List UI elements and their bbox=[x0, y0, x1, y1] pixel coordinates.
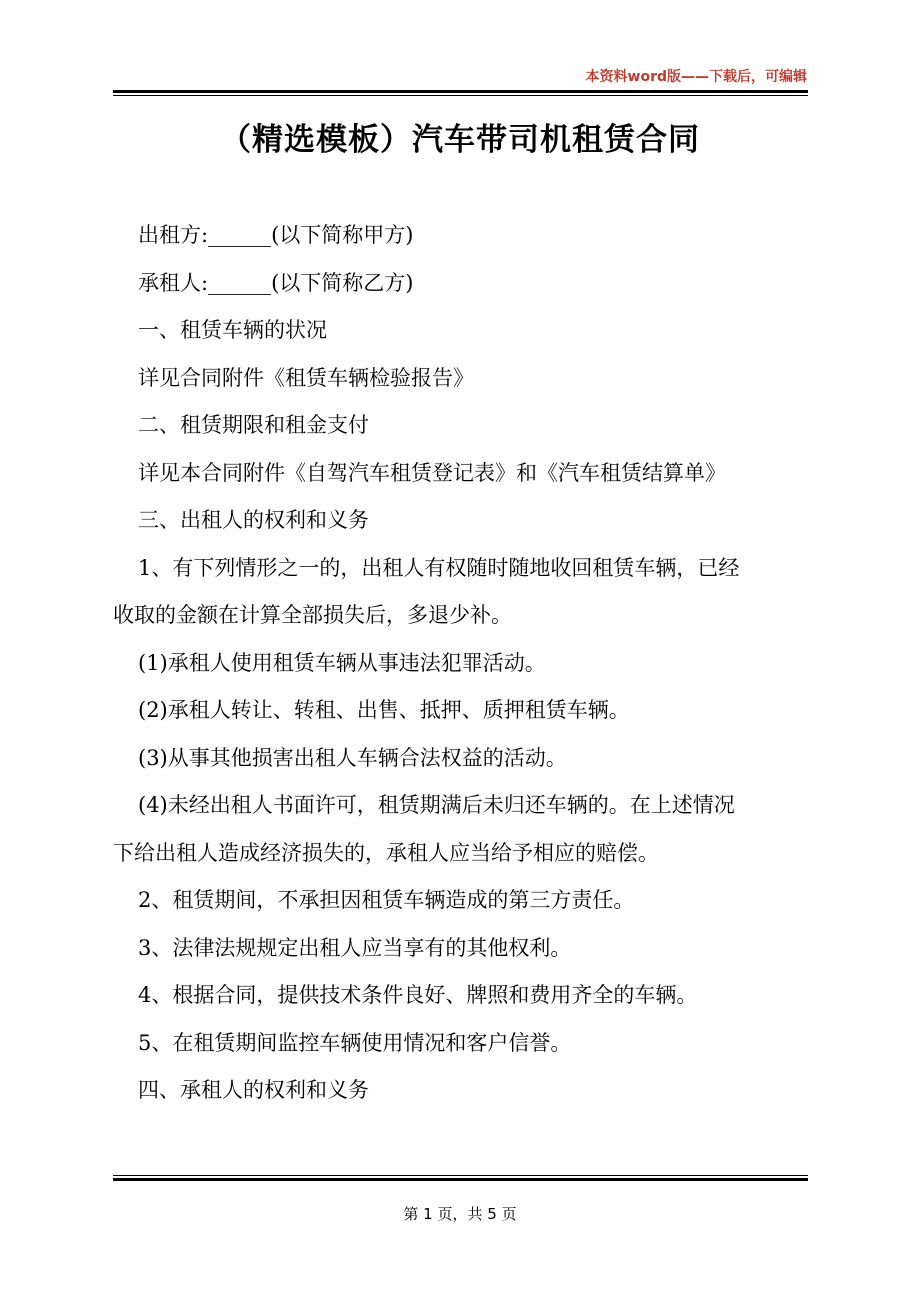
page-number: 第 1 页，共 5 页 bbox=[403, 1205, 517, 1223]
section-heading-4: 四、承租人的权利和义务 bbox=[138, 1078, 369, 1102]
section-heading-3: 三、出租人的权利和义务 bbox=[138, 508, 369, 532]
paragraph-line: (4)未经出租人书面许可，租赁期满后未归还车辆的。在上述情况 bbox=[138, 793, 735, 817]
paragraph: 详见本合同附件《自驾汽车租赁登记表》和《汽车租赁结算单》 bbox=[138, 460, 726, 485]
document-body bbox=[113, 212, 808, 1115]
document-title: （精选模板）汽车带司机租赁合同 bbox=[220, 122, 700, 158]
header-note: 本资料word版——下载后，可编辑 bbox=[585, 69, 807, 85]
paragraph: (3)从事其他损害出租人车辆合法权益的活动。 bbox=[138, 745, 567, 770]
paragraph-lessor: 出租方:______(以下简称甲方) bbox=[138, 223, 414, 247]
paragraph-line: 下给出租人造成经济损失的，承租人应当给予相应的赔偿。 bbox=[113, 840, 659, 865]
header-rule bbox=[113, 90, 808, 96]
paragraph: (1)承租人使用租赁车辆从事违法犯罪活动。 bbox=[138, 650, 546, 675]
paragraph: 3、法律法规规定出租人应当享有的其他权利。 bbox=[138, 935, 572, 960]
section-heading-2: 二、租赁期限和租金支付 bbox=[138, 413, 369, 437]
paragraph: 2、租赁期间，不承担因租赁车辆造成的第三方责任。 bbox=[138, 888, 635, 912]
paragraph-line: 收取的金额在计算全部损失后，多退少补。 bbox=[113, 603, 512, 627]
paragraph-lessee: 承租人:______(以下简称乙方) bbox=[138, 270, 414, 295]
paragraph: 4、根据合同，提供技术条件良好、牌照和费用齐全的车辆。 bbox=[138, 983, 698, 1007]
paragraph: 详见合同附件《租赁车辆检验报告》 bbox=[138, 365, 474, 390]
paragraph-clause-4 bbox=[113, 782, 808, 877]
footer-rule bbox=[113, 1175, 808, 1181]
paragraph: 5、在租赁期间监控车辆使用情况和客户信誉。 bbox=[138, 1030, 572, 1055]
section-heading-1: 一、租赁车辆的状况 bbox=[138, 318, 327, 342]
paragraph: (2)承租人转让、转租、出售、抵押、质押租赁车辆。 bbox=[138, 698, 630, 722]
paragraph-line: 1、有下列情形之一的，出租人有权随时随地收回租赁车辆，已经 bbox=[138, 555, 740, 580]
paragraph-clause-1 bbox=[113, 545, 808, 640]
